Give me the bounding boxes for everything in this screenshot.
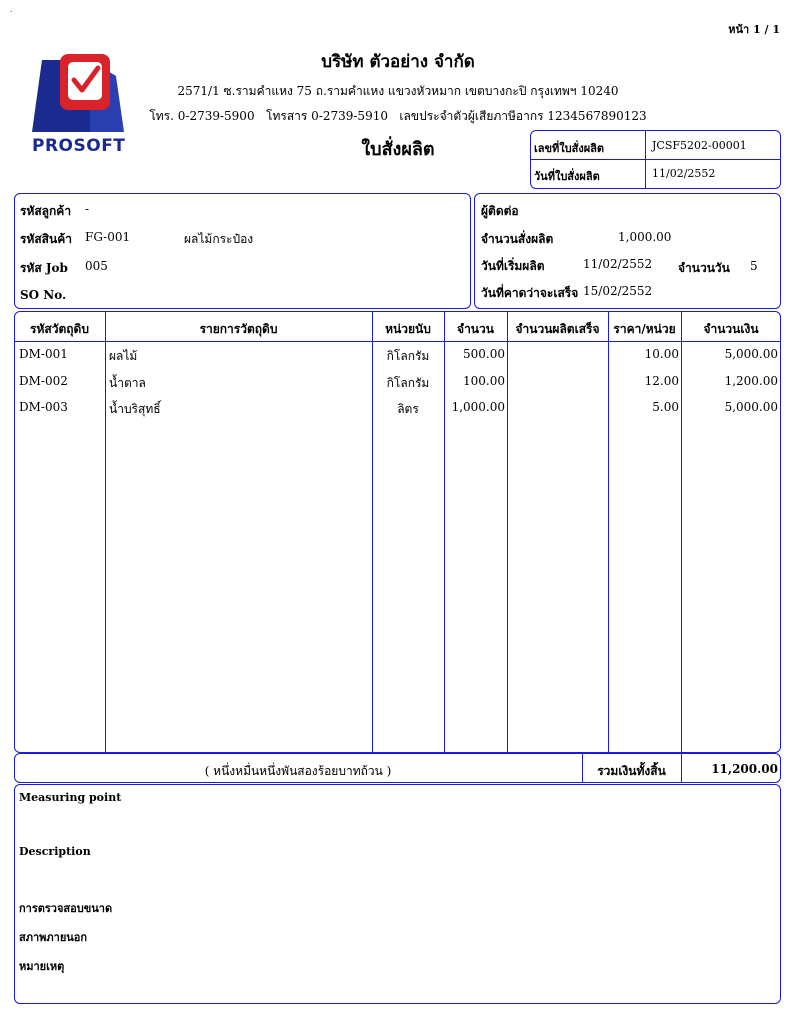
row-amount: 1,200.00 xyxy=(724,374,778,388)
header-qty: จำนวน xyxy=(457,322,494,336)
product-label: รหัสสินค้า xyxy=(20,232,72,246)
row-name: น้ำบริสุทธิ์ xyxy=(109,402,161,416)
job-label: รหัส Job xyxy=(20,261,68,275)
header-price: ราคา/หน่วย xyxy=(613,322,676,336)
row-price: 12.00 xyxy=(644,374,679,388)
days-value: 5 xyxy=(750,259,758,273)
row-price: 10.00 xyxy=(644,347,679,361)
amount-in-words: ( หนึ่งหมื่นหนึ่งพันสองร้อยบาทถ้วน ) xyxy=(204,764,392,778)
total-label: รวมเงินทั้งสิ้น xyxy=(597,764,666,778)
qty-value: 1,000.00 xyxy=(618,230,672,244)
row-unit: ลิตร xyxy=(397,402,419,416)
row-price: 5.00 xyxy=(652,400,679,414)
customer-value: - xyxy=(85,202,90,216)
row-unit: กิโลกรัม xyxy=(386,349,430,363)
row-qty: 500.00 xyxy=(463,347,505,361)
job-value: 005 xyxy=(85,259,108,273)
doc-date-label: วันที่ใบสั่งผลิต xyxy=(534,170,600,183)
page-number: หน้า 1 / 1 xyxy=(728,23,780,36)
doc-number-label: เลขที่ใบสั่งผลิต xyxy=(534,142,605,155)
days-label: จำนวนวัน xyxy=(678,261,730,275)
row-code: DM-002 xyxy=(19,374,68,388)
appearance-label: สภาพภายนอก xyxy=(19,931,88,944)
header-amount: จำนวนเงิน xyxy=(703,322,759,336)
product-name: ผลไม้กระป๋อง xyxy=(184,232,254,246)
left-info-box xyxy=(14,193,471,309)
doc-date-value: 11/02/2552 xyxy=(652,167,716,180)
company-contact: โทร. 0-2739-5900 โทรสาร 0-2739-5910 เลขประจำตัวผู้เสียภาษีอากร 1234567890123 xyxy=(149,109,647,123)
header-code: รหัสวัตถุดิบ xyxy=(30,322,89,336)
row-code: DM-001 xyxy=(19,347,68,361)
row-amount: 5,000.00 xyxy=(724,347,778,361)
customer-label: รหัสลูกค้า xyxy=(20,204,72,218)
size-check-label: การตรวจสอบขนาด xyxy=(19,902,113,915)
company-name: บริษัท ตัวอย่าง จำกัด xyxy=(321,52,475,72)
logo-text: PROSOFT xyxy=(32,136,126,156)
start-date-label: วันที่เริ่มผลิต xyxy=(481,259,545,273)
company-logo xyxy=(20,46,132,164)
product-code: FG-001 xyxy=(85,230,131,244)
finish-date-label: วันที่คาดว่าจะเสร็จ xyxy=(481,286,579,300)
row-unit: กิโลกรัม xyxy=(386,376,430,390)
row-name: ผลไม้ xyxy=(109,349,138,363)
contact-label: ผู้ติดต่อ xyxy=(481,204,519,218)
company-address: 2571/1 ซ.รามคำแหง 75 ถ.รามคำแหง แขวงหัวหมาก เขตบางกะปิ กรุงเทพฯ 10240 xyxy=(177,84,619,98)
finish-date-value: 15/02/2552 xyxy=(583,284,653,298)
description-label: Description xyxy=(19,845,91,858)
header-done: จำนวนผลิตเสร็จ xyxy=(515,322,600,336)
row-code: DM-003 xyxy=(19,400,68,414)
qty-label: จำนวนสั่งผลิต xyxy=(481,232,554,246)
measuring-point-label: Measuring point xyxy=(19,791,122,804)
row-qty: 100.00 xyxy=(463,374,505,388)
corner-mark: . xyxy=(10,6,13,14)
header-name: รายการวัตถุดิบ xyxy=(199,322,278,336)
row-name: น้ำตาล xyxy=(109,376,146,390)
row-qty: 1,000.00 xyxy=(451,400,505,414)
total-value: 11,200.00 xyxy=(711,762,778,776)
row-amount: 5,000.00 xyxy=(724,400,778,414)
so-label: SO No. xyxy=(20,288,67,302)
remark-label: หมายเหตุ xyxy=(19,960,65,973)
start-date-value: 11/02/2552 xyxy=(583,257,653,271)
doc-number-value: JCSF5202-00001 xyxy=(652,139,747,152)
notes-box xyxy=(14,784,781,1004)
header-unit: หน่วยนับ xyxy=(385,322,431,336)
document-title: ใบสั่งผลิต xyxy=(361,139,435,160)
